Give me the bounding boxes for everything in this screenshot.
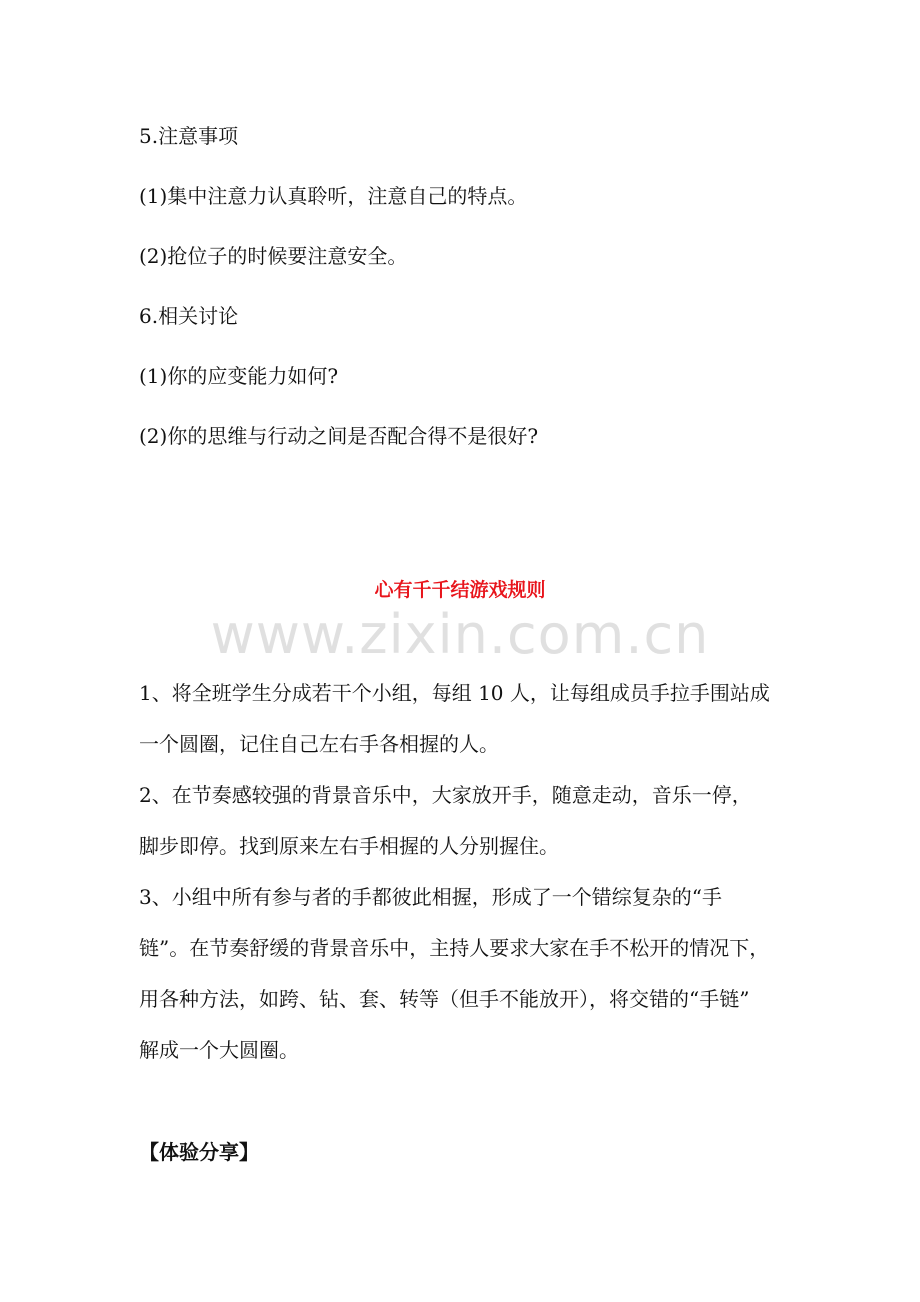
watermark: www.zixin.com.cn bbox=[210, 603, 710, 666]
rules-paragraph-2 bbox=[139, 770, 789, 872]
rules-paragraph-1-line-2: 一个圆圈，记住自己左右手各相握的人。 bbox=[139, 732, 499, 756]
notes-item-1: (1)集中注意力认真聆听，注意自己的特点。 bbox=[139, 184, 528, 208]
rules-paragraph-3-line-4: 解成一个大圆圈。 bbox=[139, 1038, 299, 1062]
notes-item-2: (2)抢位子的时候要注意安全。 bbox=[139, 244, 408, 268]
rules-paragraph-3 bbox=[139, 872, 789, 1076]
discussion-heading: 6.相关讨论 bbox=[139, 304, 239, 328]
discussion-item-1: (1)你的应变能力如何? bbox=[139, 364, 339, 388]
discussion-item-2: (2)你的思维与行动之间是否配合得不是很好? bbox=[139, 424, 539, 448]
rules-title: 心有千千结游戏规则 bbox=[374, 579, 546, 601]
notes-heading: 5.注意事项 bbox=[139, 124, 239, 148]
rules-paragraph-1-line-1: 1、将全班学生分成若干个小组，每组 10 人，让每组成员手拉手围站成 bbox=[139, 681, 770, 705]
rules-paragraph-3-line-3: 用各种方法，如跨、钻、套、转等（但手不能放开），将交错的“手链” bbox=[139, 987, 750, 1011]
rules-paragraph-2-line-1: 2、在节奏感较强的背景音乐中，大家放开手，随意走动，音乐一停， bbox=[139, 783, 752, 807]
rules-paragraph-2-line-2: 脚步即停。找到原来左右手相握的人分别握住。 bbox=[139, 834, 559, 858]
share-heading: 【体验分享】 bbox=[139, 1140, 259, 1164]
rules-paragraph-3-line-2: 链”。在节奏舒缓的背景音乐中，主持人要求大家在手不松开的情况下， bbox=[139, 936, 770, 960]
rules-paragraph-1 bbox=[139, 668, 789, 770]
rules-paragraph-3-line-1: 3、小组中所有参与者的手都彼此相握，形成了一个错综复杂的“手 bbox=[139, 885, 722, 909]
